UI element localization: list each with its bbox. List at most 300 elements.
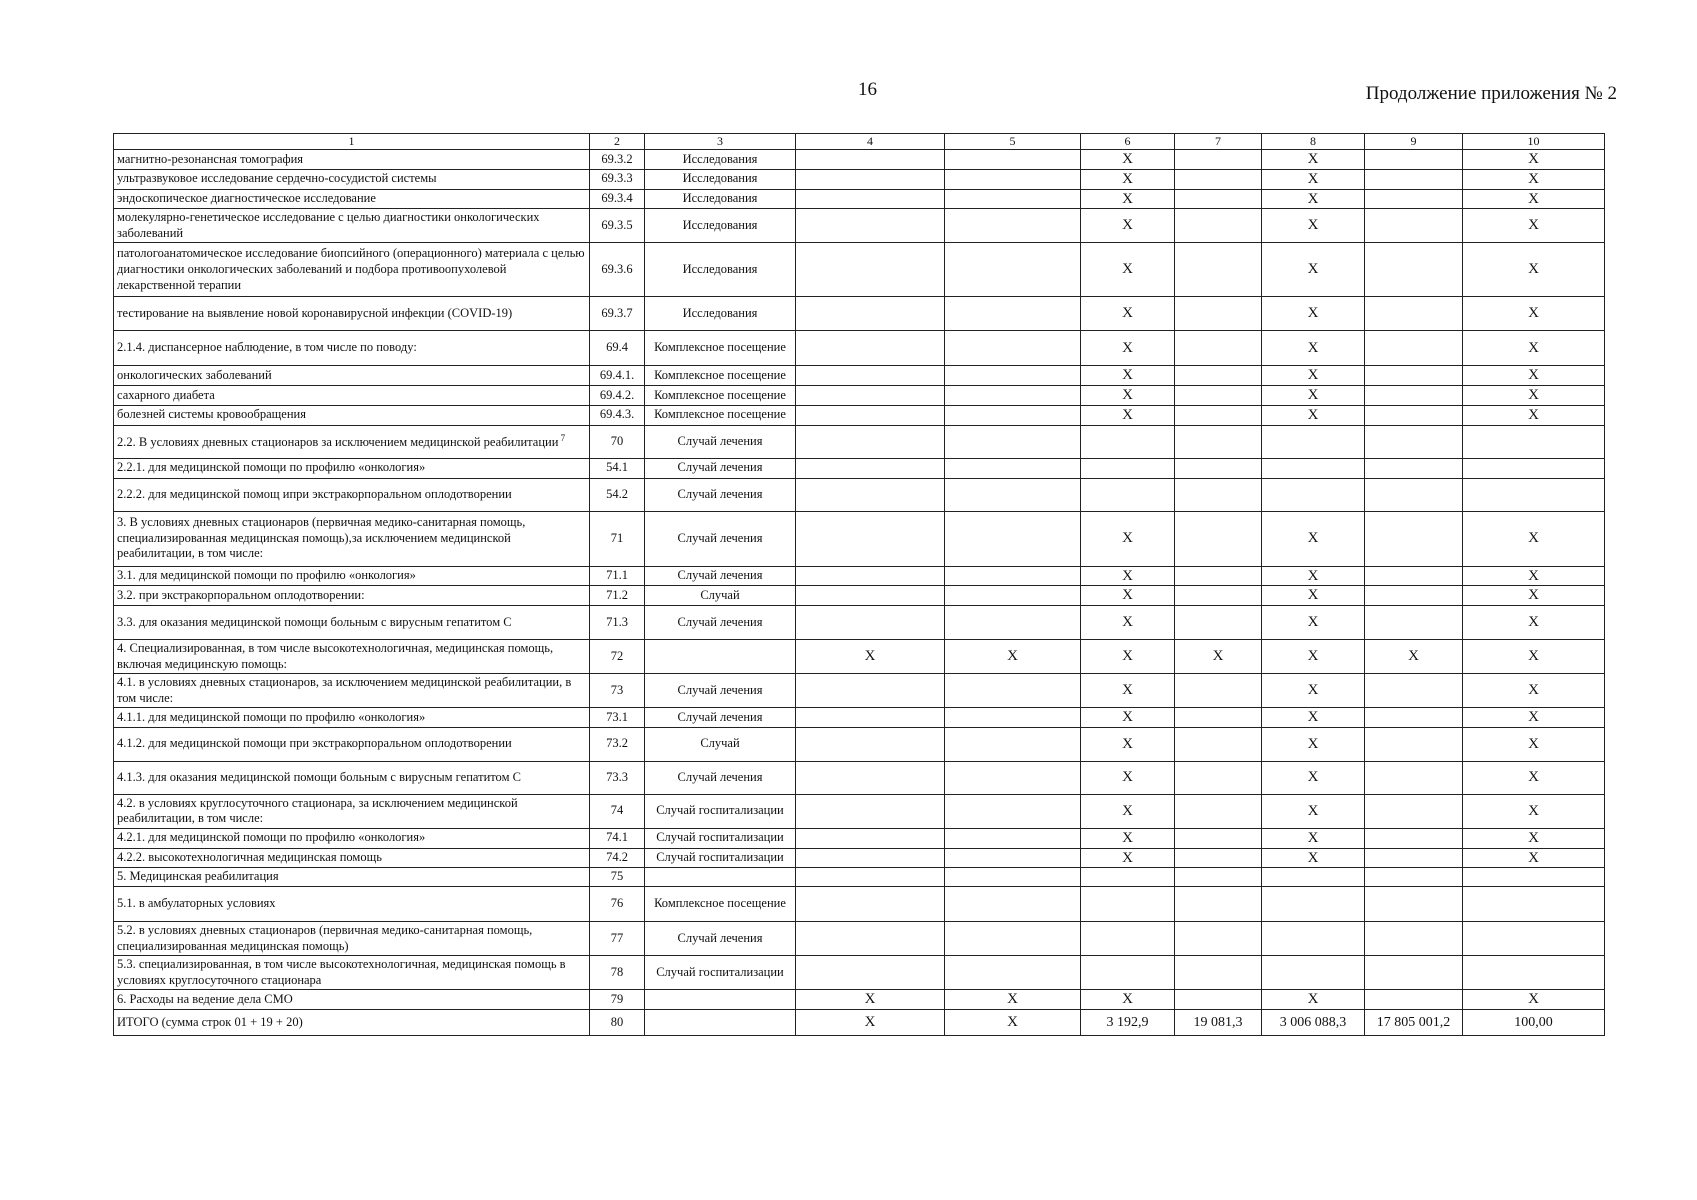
row-unit: Случай лечения [645,566,796,586]
cell-c10 [1463,868,1605,887]
cell-c8: X [1262,209,1365,243]
cell-c6: X [1081,243,1175,297]
cell-c5 [945,761,1081,794]
row-code: 80 [590,1010,645,1036]
table-row [114,922,1605,956]
cell-c8: X [1262,566,1365,586]
cell-c9 [1365,606,1463,640]
cell-c10: X [1463,708,1605,728]
cell-c4 [796,708,945,728]
row-code: 71.2 [590,586,645,606]
table-row [114,606,1605,640]
cell-c4 [796,189,945,209]
cell-c4 [796,209,945,243]
cell-c10: X [1463,727,1605,761]
row-description [114,674,590,708]
row-description-text: 3. В условиях дневных стационаров (первичная медико-санитарная помощь, специализированная медицинская помощь),за исключением медицинской реабилитации, в том числе: [117,515,526,561]
column-header-8: 8 [1262,134,1365,150]
table-row [114,478,1605,511]
cell-c4: X [796,990,945,1010]
cell-c8 [1262,922,1365,956]
row-description-text: 4.1.3. для оказания медицинской помощи больным с вирусным гепатитом С [117,769,521,784]
cell-c8: 3 006 088,3 [1262,1010,1365,1036]
cell-c5 [945,297,1081,331]
table-row [114,848,1605,868]
row-code: 73.3 [590,761,645,794]
table-row [114,887,1605,922]
cell-c9 [1365,828,1463,848]
row-description [114,478,590,511]
cell-c10: X [1463,511,1605,566]
cell-c8: X [1262,331,1365,366]
cell-c8: X [1262,828,1365,848]
row-code: 77 [590,922,645,956]
cell-c7 [1175,243,1262,297]
cell-c7 [1175,566,1262,586]
row-code: 71 [590,511,645,566]
cell-c6: X [1081,150,1175,170]
row-description [114,956,590,990]
cell-c4 [796,828,945,848]
cell-c6 [1081,868,1175,887]
row-code: 74.1 [590,828,645,848]
cell-c6: X [1081,708,1175,728]
row-code: 78 [590,956,645,990]
row-code: 73.1 [590,708,645,728]
cell-c6: X [1081,828,1175,848]
table-row [114,794,1605,828]
cell-c6: X [1081,848,1175,868]
row-description-text: 2.1.4. диспансерное наблюдение, в том числе по поводу: [117,340,417,355]
row-code: 69.3.3 [590,169,645,189]
row-description-text: 5. Медицинская реабилитация [117,869,279,884]
row-unit: Случай лечения [645,761,796,794]
row-code: 74 [590,794,645,828]
row-code: 76 [590,887,645,922]
cell-c9 [1365,794,1463,828]
row-description [114,727,590,761]
cell-c6: 3 192,9 [1081,1010,1175,1036]
row-description [114,366,590,386]
cell-c7 [1175,606,1262,640]
header-row [114,134,1605,150]
page-number: 16 [858,79,877,100]
row-description-text: онкологических заболеваний [117,367,272,382]
row-code: 69.3.7 [590,297,645,331]
cell-c9 [1365,990,1463,1010]
table-row [114,405,1605,425]
cell-c10: X [1463,405,1605,425]
cell-c4 [796,405,945,425]
cell-c7 [1175,708,1262,728]
row-unit: Случай лечения [645,708,796,728]
cell-c4 [796,674,945,708]
row-code: 73.2 [590,727,645,761]
row-code: 79 [590,990,645,1010]
cell-c7 [1175,366,1262,386]
cell-c7 [1175,828,1262,848]
cell-c8: X [1262,640,1365,674]
row-description [114,848,590,868]
cell-c6: X [1081,386,1175,406]
cell-c7 [1175,887,1262,922]
row-unit [645,868,796,887]
cell-c9 [1365,169,1463,189]
cell-c4: X [796,1010,945,1036]
row-unit: Случай лечения [645,425,796,458]
cell-c8: X [1262,189,1365,209]
cell-c4 [796,848,945,868]
table-row [114,209,1605,243]
cell-c5 [945,478,1081,511]
row-description [114,150,590,170]
row-description-text: 6. Расходы на ведение дела СМО [117,991,293,1006]
row-description-text: ИТОГО (сумма строк 01 + 19 + 20) [117,1014,303,1029]
cell-c7 [1175,868,1262,887]
cell-c6 [1081,956,1175,990]
cell-c7 [1175,922,1262,956]
cell-c6: X [1081,794,1175,828]
column-header-6: 6 [1081,134,1175,150]
cell-c4 [796,887,945,922]
cell-c5 [945,331,1081,366]
table-row [114,674,1605,708]
row-description [114,868,590,887]
row-unit: Комплексное посещение [645,405,796,425]
cell-c6 [1081,425,1175,458]
row-description-text: 2.2.2. для медицинской помощ ипри экстракорпоральном оплодотворении [117,486,512,501]
cell-c10: X [1463,828,1605,848]
cell-c10: X [1463,640,1605,674]
row-description-text: молекулярно-генетическое исследование с целью диагностики онкологических заболеваний [117,210,540,240]
row-description-text: 5.1. в амбулаторных условиях [117,896,276,911]
cell-c5 [945,566,1081,586]
cell-c10: X [1463,189,1605,209]
row-unit: Случай [645,727,796,761]
table-row [114,331,1605,366]
row-unit [645,990,796,1010]
cell-c6: X [1081,606,1175,640]
cell-c10: X [1463,761,1605,794]
row-description-text: 4.1. в условиях дневных стационаров, за исключением медицинской реабилитации, в том числе: [117,674,572,705]
row-description-text: магнитно-резонансная томография [117,151,304,166]
cell-c7 [1175,297,1262,331]
cell-c9: 17 805 001,2 [1365,1010,1463,1036]
row-description [114,828,590,848]
cell-c9 [1365,425,1463,458]
row-unit: Исследования [645,243,796,297]
table-row [114,425,1605,458]
cell-c8: X [1262,366,1365,386]
cell-c7: X [1175,640,1262,674]
cell-c7 [1175,405,1262,425]
row-description [114,243,590,297]
row-unit: Случай госпитализации [645,956,796,990]
cell-c9 [1365,331,1463,366]
cell-c9 [1365,189,1463,209]
cell-c6 [1081,887,1175,922]
row-description-text: 5.3. специализированная, в том числе высокотехнологичная, медицинская помощь в условиях круглосуточного стационара [117,957,566,987]
row-unit: Случай госпитализации [645,794,796,828]
table-row [114,708,1605,728]
table-row [114,761,1605,794]
cell-c8: X [1262,848,1365,868]
cell-c7 [1175,511,1262,566]
cell-c7 [1175,727,1262,761]
cell-c10: X [1463,566,1605,586]
row-unit: Исследования [645,169,796,189]
row-description [114,794,590,828]
cell-c10 [1463,887,1605,922]
cell-c8: X [1262,297,1365,331]
cell-c9 [1365,887,1463,922]
cell-c6: X [1081,209,1175,243]
cell-c9 [1365,848,1463,868]
cell-c8: X [1262,674,1365,708]
row-description-text: тестирование на выявление новой коронавирусной инфекции (COVID-19) [117,305,513,320]
column-header-9: 9 [1365,134,1463,150]
cell-c8 [1262,868,1365,887]
row-unit: Исследования [645,150,796,170]
cell-c7 [1175,990,1262,1010]
row-description [114,425,590,458]
row-description [114,566,590,586]
cell-c5 [945,727,1081,761]
cell-c6: X [1081,511,1175,566]
cell-c9 [1365,566,1463,586]
row-unit: Случай лечения [645,922,796,956]
row-code: 72 [590,640,645,674]
table-row [114,868,1605,887]
table-row [114,169,1605,189]
cell-c4 [796,297,945,331]
row-description [114,331,590,366]
cell-c10: X [1463,209,1605,243]
row-unit: Исследования [645,189,796,209]
cell-c7 [1175,586,1262,606]
row-unit [645,1010,796,1036]
row-code: 69.4.2. [590,386,645,406]
footnote-marker: 7 [558,432,566,443]
table-row [114,150,1605,170]
table-row [114,297,1605,331]
cell-c10: X [1463,331,1605,366]
cell-c9 [1365,922,1463,956]
column-header-10: 10 [1463,134,1605,150]
cell-c8 [1262,425,1365,458]
cell-c9 [1365,956,1463,990]
cell-c4 [796,331,945,366]
cell-c4 [796,458,945,478]
cell-c8: X [1262,243,1365,297]
table-row [114,458,1605,478]
cell-c4 [796,150,945,170]
column-header-2: 2 [590,134,645,150]
row-description-text: 4.1.2. для медицинской помощи при экстракорпоральном оплодотворении [117,736,512,751]
cell-c7 [1175,169,1262,189]
cell-c5 [945,868,1081,887]
row-code: 71.3 [590,606,645,640]
cell-c9 [1365,868,1463,887]
cell-c7 [1175,674,1262,708]
table-row [114,566,1605,586]
row-code: 69.3.4 [590,189,645,209]
cell-c4 [796,511,945,566]
cell-c7 [1175,331,1262,366]
cell-c10: X [1463,990,1605,1010]
row-description [114,209,590,243]
row-unit: Комплексное посещение [645,887,796,922]
cell-c9 [1365,708,1463,728]
cell-c7 [1175,150,1262,170]
row-code: 69.4 [590,331,645,366]
cell-c5: X [945,640,1081,674]
cell-c8: X [1262,586,1365,606]
row-code: 69.3.6 [590,243,645,297]
cell-c7 [1175,848,1262,868]
cell-c7 [1175,956,1262,990]
cell-c6 [1081,458,1175,478]
table-row [114,727,1605,761]
table-row [114,956,1605,990]
row-description [114,511,590,566]
table-row [114,366,1605,386]
row-description [114,708,590,728]
row-description-text: 4. Специализированная, в том числе высокотехнологичная, медицинская помощь, включая медицинскую помощь: [117,640,554,671]
cell-c10: X [1463,848,1605,868]
cell-c4 [796,868,945,887]
cell-c5 [945,708,1081,728]
cell-c7 [1175,478,1262,511]
cell-c7 [1175,189,1262,209]
cell-c6: X [1081,566,1175,586]
column-header-1: 1 [114,134,590,150]
cell-c4 [796,606,945,640]
cell-c9 [1365,386,1463,406]
cell-c10: X [1463,586,1605,606]
row-description-text: сахарного диабета [117,387,215,402]
row-description [114,405,590,425]
cell-c7 [1175,209,1262,243]
table-row [114,586,1605,606]
cell-c8: X [1262,727,1365,761]
row-unit: Комплексное посещение [645,366,796,386]
cell-c8: X [1262,990,1365,1010]
row-code: 69.3.5 [590,209,645,243]
row-code: 70 [590,425,645,458]
cell-c4: X [796,640,945,674]
cell-c5 [945,425,1081,458]
report-table [113,133,1605,1036]
cell-c6: X [1081,761,1175,794]
cell-c5 [945,674,1081,708]
table-row [114,243,1605,297]
cell-c9 [1365,727,1463,761]
cell-c4 [796,366,945,386]
cell-c10 [1463,458,1605,478]
cell-c4 [796,169,945,189]
cell-c10: X [1463,169,1605,189]
row-description-text: 3.3. для оказания медицинской помощи больным с вирусным гепатитом С [117,614,512,629]
header-note: Продолжение приложения № 2 [1365,83,1617,104]
row-description-text: ультразвуковое исследование сердечно-сосудистой системы [117,171,437,186]
cell-c10: X [1463,674,1605,708]
cell-c8 [1262,887,1365,922]
cell-c7: 19 081,3 [1175,1010,1262,1036]
cell-c5 [945,922,1081,956]
table-row [114,189,1605,209]
cell-c5 [945,243,1081,297]
table-row [114,1010,1605,1036]
row-description-text: 3.2. при экстракорпоральном оплодотворении: [117,587,365,602]
row-unit: Комплексное посещение [645,386,796,406]
cell-c8 [1262,956,1365,990]
cell-c6: X [1081,990,1175,1010]
cell-c9 [1365,297,1463,331]
row-unit: Случай лечения [645,458,796,478]
row-description [114,922,590,956]
row-code: 74.2 [590,848,645,868]
cell-c6: X [1081,169,1175,189]
row-description-text: эндоскопическое диагностическое исследование [117,191,376,206]
cell-c6: X [1081,366,1175,386]
cell-c6: X [1081,297,1175,331]
cell-c4 [796,922,945,956]
cell-c10: X [1463,386,1605,406]
row-description-text: патологоанатомическое исследование биопсийного (операционного) материала с целью диагностики онкологических заболеваний и подбора противоопухолевой лекарственной терапии [117,246,585,292]
cell-c6: X [1081,405,1175,425]
table-row [114,828,1605,848]
cell-c10: X [1463,243,1605,297]
row-description [114,1010,590,1036]
row-description [114,586,590,606]
cell-c10: X [1463,297,1605,331]
cell-c7 [1175,386,1262,406]
row-description [114,606,590,640]
row-description-text: 4.2.1. для медицинской помощи по профилю «онкология» [117,830,426,845]
cell-c5 [945,848,1081,868]
cell-c5 [945,366,1081,386]
cell-c8: X [1262,794,1365,828]
cell-c9 [1365,209,1463,243]
row-description [114,887,590,922]
cell-c5 [945,458,1081,478]
column-header-3: 3 [645,134,796,150]
cell-c10: X [1463,606,1605,640]
cell-c9 [1365,243,1463,297]
row-unit [645,640,796,674]
cell-c4 [796,243,945,297]
row-description-text: 4.2. в условиях круглосуточного стационара, за исключением медицинской реабилитации, в том числе: [117,795,518,826]
cell-c4 [796,386,945,406]
cell-c5 [945,828,1081,848]
row-description [114,990,590,1010]
cell-c8 [1262,458,1365,478]
row-unit: Случай лечения [645,478,796,511]
cell-c10: X [1463,794,1605,828]
cell-c8: X [1262,386,1365,406]
cell-c5 [945,189,1081,209]
column-header-5: 5 [945,134,1081,150]
cell-c6: X [1081,586,1175,606]
cell-c4 [796,586,945,606]
cell-c4 [796,956,945,990]
cell-c10: 100,00 [1463,1010,1605,1036]
cell-c6: X [1081,189,1175,209]
cell-c9 [1365,405,1463,425]
cell-c4 [796,478,945,511]
row-description [114,458,590,478]
